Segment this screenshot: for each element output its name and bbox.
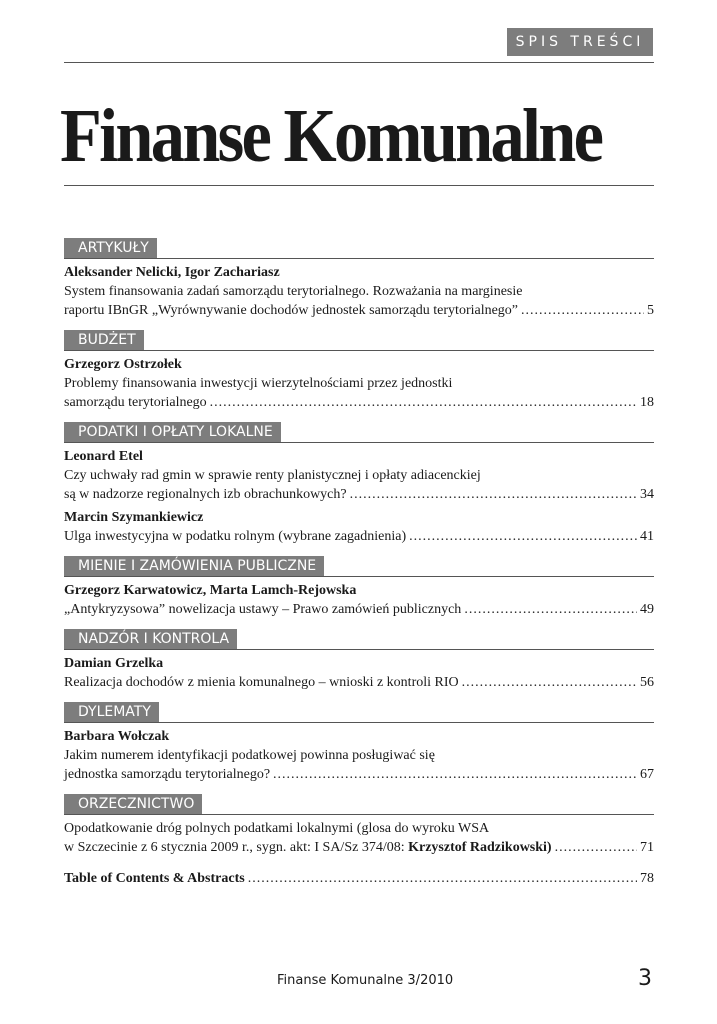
entry-title-text-plain: w Szczecinie z 6 stycznia 2009 r., sygn. akt: I SA/Sz 374/08: <box>64 840 405 855</box>
entry-title-text: samorządu terytorialnego <box>64 395 207 410</box>
dot-leader <box>462 673 637 692</box>
toc-abstracts-label: Table of Contents & Abstracts <box>64 871 245 886</box>
entry-title-text: Ulga inwestycyjna w podatku rolnym (wybrane zagadnienia) <box>64 529 407 544</box>
toc-entry[interactable] <box>64 263 654 320</box>
entry-title-last-line <box>64 838 654 857</box>
section-header <box>64 238 654 259</box>
section-label: PODATKI I OPŁATY LOKALNE <box>64 422 281 442</box>
entry-title-last-line <box>64 673 654 692</box>
top-rule <box>64 62 654 63</box>
table-of-contents <box>64 238 654 888</box>
toc-entry[interactable] <box>64 727 654 784</box>
entry-author: Barbara Wołczak <box>64 729 170 744</box>
entry-title-line: Opodatkowanie dróg polnych podatkami lokalnymi (glosa do wyroku WSA <box>64 821 490 836</box>
section-label: ARTYKUŁY <box>64 238 157 258</box>
section-header <box>64 330 654 351</box>
entry-author: Aleksander Nelicki, Igor Zachariasz <box>64 265 280 280</box>
entry-title-line: Jakim numerem identyfikacji podatkowej powinna posługiwać się <box>64 748 435 763</box>
toc-section-podatki <box>64 422 654 546</box>
entry-author: Grzegorz Ostrzołek <box>64 357 182 372</box>
entry-author-inline: Krzysztof Radzikowski) <box>408 840 552 855</box>
entry-author: Leonard Etel <box>64 449 143 464</box>
entry-author: Grzegorz Karwatowicz, Marta Lamch-Rejowska <box>64 583 357 598</box>
dot-leader <box>273 765 637 784</box>
entry-page-number: 18 <box>640 395 654 410</box>
toc-section-mienie <box>64 556 654 619</box>
toc-entry[interactable] <box>64 654 654 692</box>
dot-leader <box>464 600 637 619</box>
entry-page-number: 71 <box>640 840 654 855</box>
toc-section-budzet <box>64 330 654 412</box>
section-header <box>64 702 654 723</box>
entry-title-text <box>64 838 552 857</box>
entry-page-number: 67 <box>640 767 654 782</box>
entry-title-last-line <box>64 301 654 320</box>
toc-entry[interactable] <box>64 581 654 619</box>
entry-page-number: 49 <box>640 602 654 617</box>
toc-section-artykuly <box>64 238 654 320</box>
footer-page-number: 3 <box>638 966 652 991</box>
dot-leader <box>521 301 644 320</box>
entry-page-number: 56 <box>640 675 654 690</box>
section-tag: SPIS TREŚCI <box>507 28 653 56</box>
dot-leader <box>409 527 637 546</box>
entry-author: Marcin Szymankiewicz <box>64 510 204 525</box>
entry-title-line: Czy uchwały rad gmin w sprawie renty planistycznej i opłaty adiacenckiej <box>64 468 481 483</box>
entry-title-text: są w nadzorze regionalnych izb obrachunkowych? <box>64 487 347 502</box>
masthead-rule <box>64 185 654 186</box>
toc-entry[interactable] <box>64 447 654 504</box>
toc-section-nadzor <box>64 629 654 692</box>
dot-leader <box>210 393 637 412</box>
entry-title-text: raportu IBnGR „Wyrównywanie dochodów jednostek samorządu terytorialnego” <box>64 303 519 318</box>
dot-leader <box>555 838 637 857</box>
toc-section-orzecznictwo <box>64 794 654 857</box>
entry-title-last-line <box>64 393 654 412</box>
entry-title-line: System finansowania zadań samorządu terytorialnego. Rozważania na marginesie <box>64 284 523 299</box>
toc-section-dylematy <box>64 702 654 784</box>
entry-title-last-line <box>64 765 654 784</box>
entry-title-last-line <box>64 527 654 546</box>
toc-entry[interactable] <box>64 508 654 546</box>
entry-page-number: 5 <box>647 303 654 318</box>
entry-page-number: 78 <box>640 871 654 886</box>
section-header <box>64 794 654 815</box>
footer-journal: Finanse Komunalne 3/2010 <box>277 973 454 988</box>
entry-title-text: jednostka samorządu terytorialnego? <box>64 767 271 782</box>
masthead-title: Finanse Komunalne <box>60 94 602 178</box>
section-header <box>64 422 654 443</box>
section-header <box>64 556 654 577</box>
section-label: ORZECZNICTWO <box>64 794 202 814</box>
toc-entry[interactable] <box>64 355 654 412</box>
toc-entry[interactable] <box>64 819 654 857</box>
section-label: BUDŻET <box>64 330 144 350</box>
section-label: MIENIE I ZAMÓWIENIA PUBLICZNE <box>64 556 324 576</box>
entry-page-number: 34 <box>640 487 654 502</box>
entry-author: Damian Grzelka <box>64 656 164 671</box>
toc-abstracts-entry[interactable] <box>64 869 654 888</box>
dot-leader <box>248 869 637 888</box>
section-header <box>64 629 654 650</box>
entry-title-last-line <box>64 485 654 504</box>
section-label: NADZÓR I KONTROLA <box>64 629 237 649</box>
entry-title-text: „Antykryzysowa” nowelizacja ustawy – Prawo zamówień publicznych <box>64 602 462 617</box>
entry-title-last-line <box>64 600 654 619</box>
entry-title-line: Problemy finansowania inwestycji wierzytelnościami przez jednostki <box>64 376 453 391</box>
section-label: DYLEMATY <box>64 702 159 722</box>
dot-leader <box>350 485 637 504</box>
entry-page-number: 41 <box>640 529 654 544</box>
entry-title-text: Realizacja dochodów z mienia komunalnego – wnioski z kontroli RIO <box>64 675 459 690</box>
